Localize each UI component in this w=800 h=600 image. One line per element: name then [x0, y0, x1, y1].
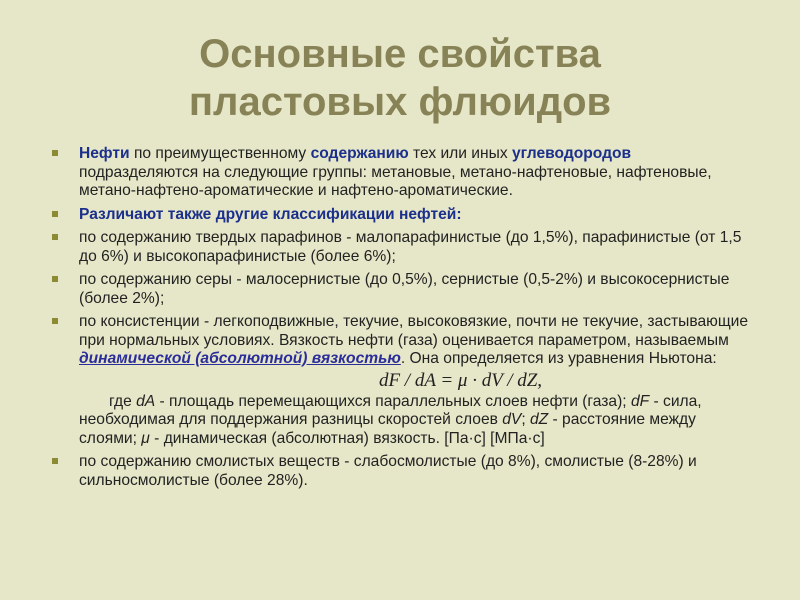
bullet-icon	[52, 276, 58, 282]
term-content: содержанию	[310, 145, 409, 162]
bullet-icon	[52, 234, 58, 240]
newton-equation: dF / dA = μ · dV / dZ,	[378, 369, 543, 391]
var-mu: μ	[141, 429, 150, 447]
text: по преимущественному	[129, 145, 311, 162]
list-item-paraffins	[52, 229, 752, 266]
dynamic-viscosity-link[interactable]: динамической (абсолютной) вязкостью	[79, 350, 401, 367]
var-dA: dA	[136, 392, 156, 410]
resins-text: по содержанию смолистых веществ - слабосмолистые (до 8%), смолистые (8-28%) и сильносмолистые (более 28%).	[79, 453, 697, 489]
var-dV: dV	[502, 411, 522, 428]
list-item-consistency	[52, 313, 752, 448]
text: - динамическая (абсолютная) вязкость. [Па·с] [МПа·с]	[149, 429, 545, 447]
var-dZ: dZ	[529, 411, 549, 428]
bullet-icon	[52, 458, 58, 464]
text: - сила, необходимая для поддержания разницы скоростей слоев	[79, 392, 702, 428]
slide-title	[0, 30, 800, 126]
title-line-2: пластовых флюидов	[188, 80, 612, 124]
var-dF: dF	[630, 392, 650, 410]
bullet-icon	[52, 318, 58, 324]
sulfur-text: по содержанию серы - малосернистые (до 0,5%), сернистые (0,5-2%) и высокосернистые (более 2%);	[79, 271, 730, 307]
list-item-classifications-heading	[52, 206, 752, 225]
bullet-icon	[52, 211, 58, 217]
classifications-heading: Различают также другие классификации нефтей:	[79, 205, 462, 223]
text: ;	[521, 411, 530, 428]
text: где	[109, 392, 137, 410]
text: тех или иных	[408, 145, 512, 162]
slide-content	[52, 145, 752, 495]
consistency-text-end: . Она определяется из уравнения Ньютона:	[400, 350, 717, 367]
text: подразделяются на следующие группы: метановые, метано-нафтеновые, нафтеновые, метано-нафтено-ароматические и нафтено-ароматические.	[79, 163, 712, 199]
bullet-icon	[52, 150, 58, 156]
paraffins-text: по содержанию твердых парафинов - малопарафинистые (до 1,5%), парафинистые (от 1,5 до 6%) и высокопарафинистые (более 6%);	[79, 229, 742, 265]
term-hydrocarbons: углеводородов	[511, 145, 632, 162]
list-item-resins	[52, 453, 752, 490]
term-oils: Нефти	[79, 145, 130, 162]
consistency-text: по консистенции - легкоподвижные, текучие, высоковязкие, почти не текучие, застывающие при нормальных условиях. Вязкость нефти (газа) оценивается параметром, называемым	[79, 313, 749, 349]
text: - расстояние между слоями;	[79, 411, 696, 447]
list-item-sulfur	[52, 271, 752, 308]
text: - площадь перемещающихся параллельных слоев нефти (газа);	[155, 392, 631, 410]
equation-description	[79, 393, 752, 449]
title-line-1: Основные свойства	[199, 32, 601, 76]
list-item-oil-groups	[52, 145, 752, 201]
